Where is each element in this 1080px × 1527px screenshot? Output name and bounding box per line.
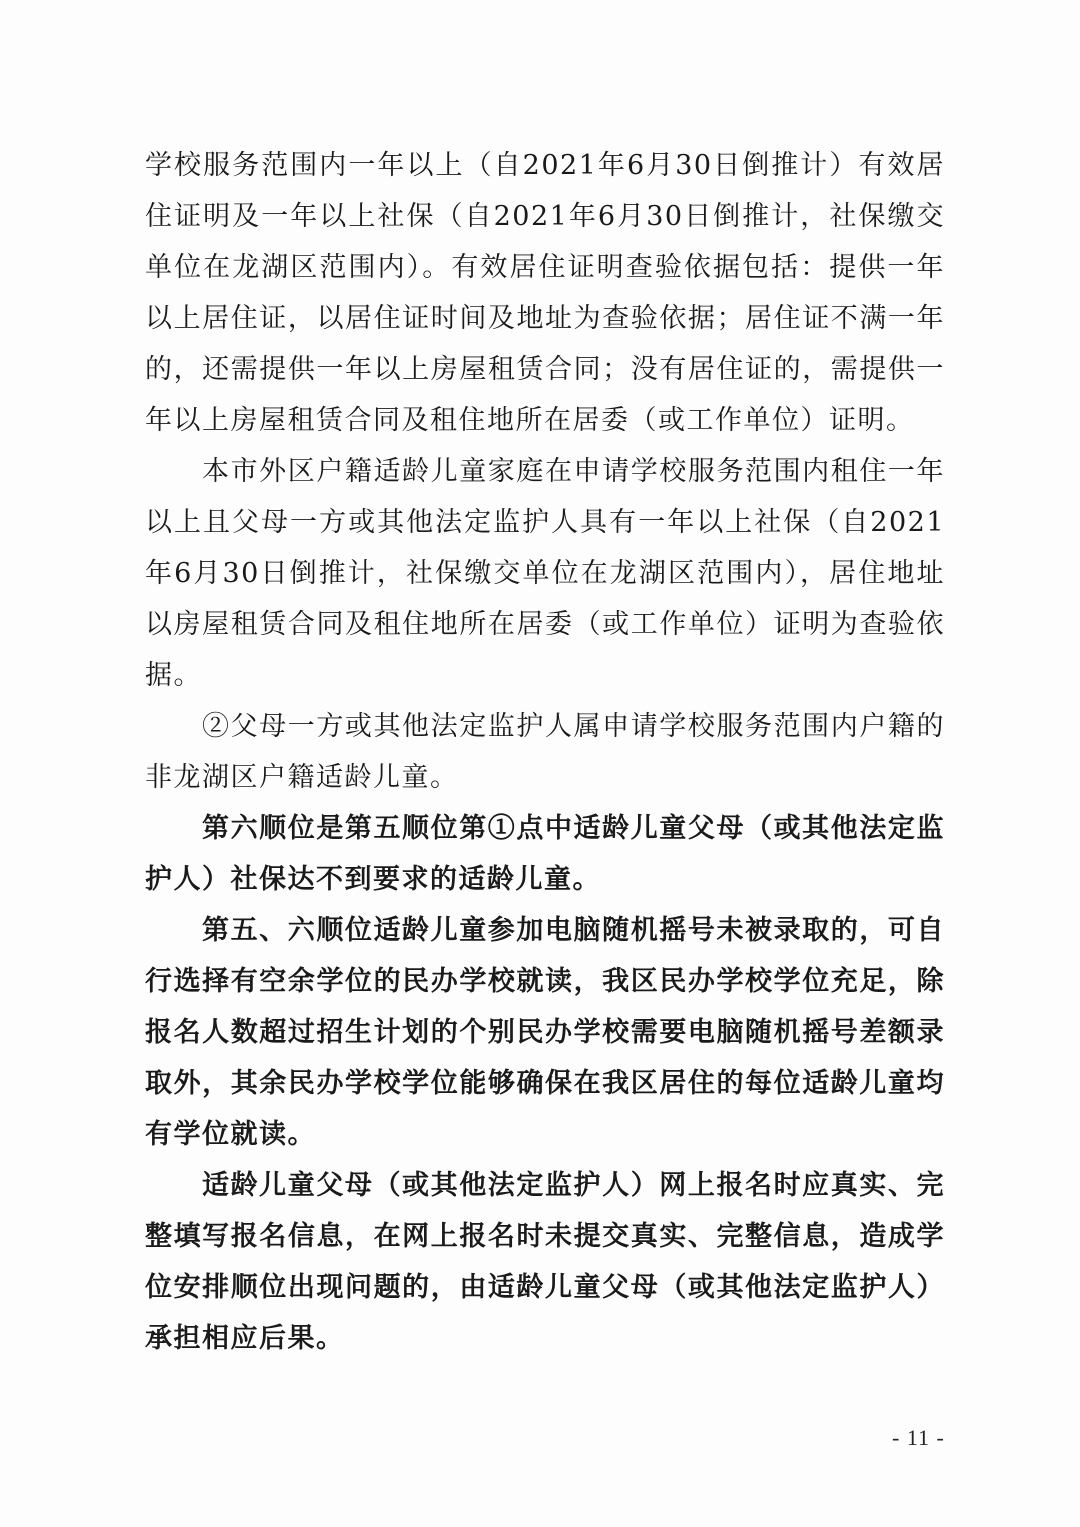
page-number: - 11 - bbox=[892, 1425, 945, 1450]
paragraph-non-longhu-household: ②父母一方或其他法定监护人属申请学校服务范围内户籍的非龙湖区户籍适龄儿童。 bbox=[145, 711, 945, 793]
paragraph-sixth-priority: 第六顺位是第五顺位第①点中适龄儿童父母（或其他法定监护人）社保达不到要求的适龄儿童。 bbox=[145, 813, 945, 895]
paragraph-online-registration: 适龄儿童父母（或其他法定监护人）网上报名时应真实、完整填写报名信息，在网上报名时未提交真实、完整信息，造成学位安排顺位出现问题的，由适龄儿童父母（或其他法定监护人）承担相应后果。 bbox=[145, 1170, 945, 1354]
document-body bbox=[145, 140, 945, 1364]
paragraph-lottery-private-school: 第五、六顺位适龄儿童参加电脑随机摇号未被录取的，可自行选择有空余学位的民办学校就读，我区民办学校学位充足，除报名人数超过招生计划的个别民办学校需要电脑随机摇号差额录取外，其余民办学校学位能够确保在我区居住的每位适龄儿童均有学位就读。 bbox=[145, 915, 945, 1150]
paragraph-other-district: 本市外区户籍适龄儿童家庭在申请学校服务范围内租住一年以上且父母一方或其他法定监护人具有一年以上社保（自2021年6月30日倒推计，社保缴交单位在龙湖区范围内），居住地址以房屋租赁合同及租住地所在居委（或工作单位）证明为查验依据。 bbox=[145, 456, 945, 691]
paragraph-residence-proof: 学校服务范围内一年以上（自2021年6月30日倒推计）有效居住证明及一年以上社保（自2021年6月30日倒推计，社保缴交单位在龙湖区范围内）。有效居住证明查验依据包括：提供一年以上居住证，以居住证时间及地址为查验依据；居住证不满一年的，还需提供一年以上房屋租赁合同；没有居住证的，需提供一年以上房屋租赁合同及租住地所在居委（或工作单位）证明。 bbox=[145, 150, 945, 436]
